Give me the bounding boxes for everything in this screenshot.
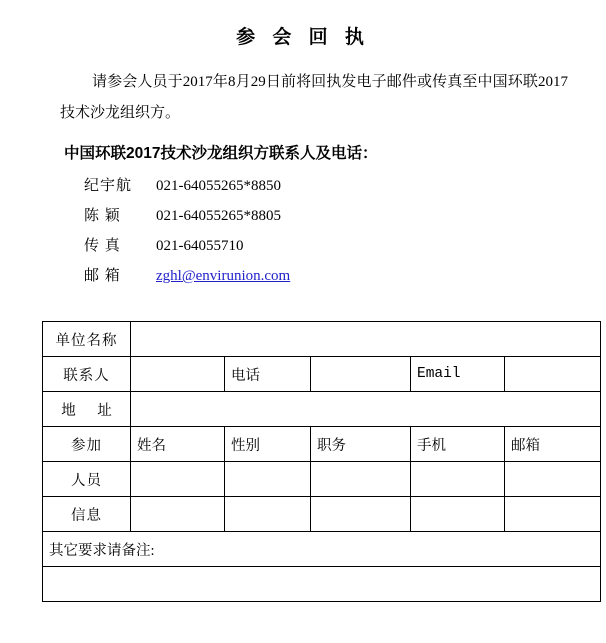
contact-value: 021-64055710 xyxy=(156,238,244,254)
contacts-list xyxy=(24,171,582,291)
contact-label: 纪宇航 xyxy=(84,178,133,194)
table-row xyxy=(43,567,601,602)
reply-form-table xyxy=(42,321,601,602)
email-field[interactable] xyxy=(505,357,601,392)
notes-field[interactable] xyxy=(43,567,601,602)
participant-gender-field[interactable] xyxy=(225,462,311,497)
table-row xyxy=(43,322,601,357)
page-title: 参 会 回 执 xyxy=(236,27,370,48)
email-label: Email xyxy=(411,357,505,392)
participant-position-field[interactable] xyxy=(311,462,411,497)
phone-field[interactable] xyxy=(311,357,411,392)
table-row xyxy=(43,497,601,532)
intro-paragraph: 请参会人员于2017年8月29日前将回执发电子邮件或传真至中国环联2017技术沙龙组织方。 xyxy=(60,74,568,121)
contact-person-label: 联系人 xyxy=(43,357,131,392)
contact-row xyxy=(84,231,582,261)
table-row xyxy=(43,532,601,567)
column-header-mobile: 手机 xyxy=(411,427,505,462)
address-label: 地 址 xyxy=(43,392,131,427)
contact-person-field[interactable] xyxy=(131,357,225,392)
column-header-name: 姓名 xyxy=(131,427,225,462)
address-field[interactable] xyxy=(131,392,601,427)
contact-row xyxy=(84,261,582,291)
contact-label: 陈 颖 xyxy=(84,208,121,224)
contact-row xyxy=(84,201,582,231)
participant-name-field[interactable] xyxy=(131,462,225,497)
participant-label-line2: 人员 xyxy=(43,462,131,497)
table-row xyxy=(43,427,601,462)
participant-label-line1: 参加 xyxy=(43,427,131,462)
participant-position-field[interactable] xyxy=(311,497,411,532)
participant-name-field[interactable] xyxy=(131,497,225,532)
participant-mobile-field[interactable] xyxy=(411,462,505,497)
notes-label: 其它要求请备注: xyxy=(43,532,601,567)
table-row xyxy=(43,357,601,392)
participant-gender-field[interactable] xyxy=(225,497,311,532)
column-header-gender: 性别 xyxy=(225,427,311,462)
participant-email-field[interactable] xyxy=(505,462,601,497)
participant-mobile-field[interactable] xyxy=(411,497,505,532)
contact-value: 021-64055265*8850 xyxy=(156,178,281,194)
table-row xyxy=(43,462,601,497)
contact-label: 邮 箱 xyxy=(84,268,121,284)
contacts-subheading: 中国环联2017技术沙龙组织方联系人及电话： xyxy=(64,145,378,162)
document-page xyxy=(0,22,606,643)
column-header-email: 邮箱 xyxy=(505,427,601,462)
column-header-position: 职务 xyxy=(311,427,411,462)
contact-value: 021-64055265*8805 xyxy=(156,208,281,224)
contact-label: 传 真 xyxy=(84,238,121,254)
participant-email-field[interactable] xyxy=(505,497,601,532)
unit-name-field[interactable] xyxy=(131,322,601,357)
phone-label: 电话 xyxy=(225,357,311,392)
unit-name-label: 单位名称 xyxy=(43,322,131,357)
email-link[interactable]: zghl@envirunion.com xyxy=(156,268,291,284)
participant-label-line3: 信息 xyxy=(43,497,131,532)
contact-row xyxy=(84,171,582,201)
table-row xyxy=(43,392,601,427)
